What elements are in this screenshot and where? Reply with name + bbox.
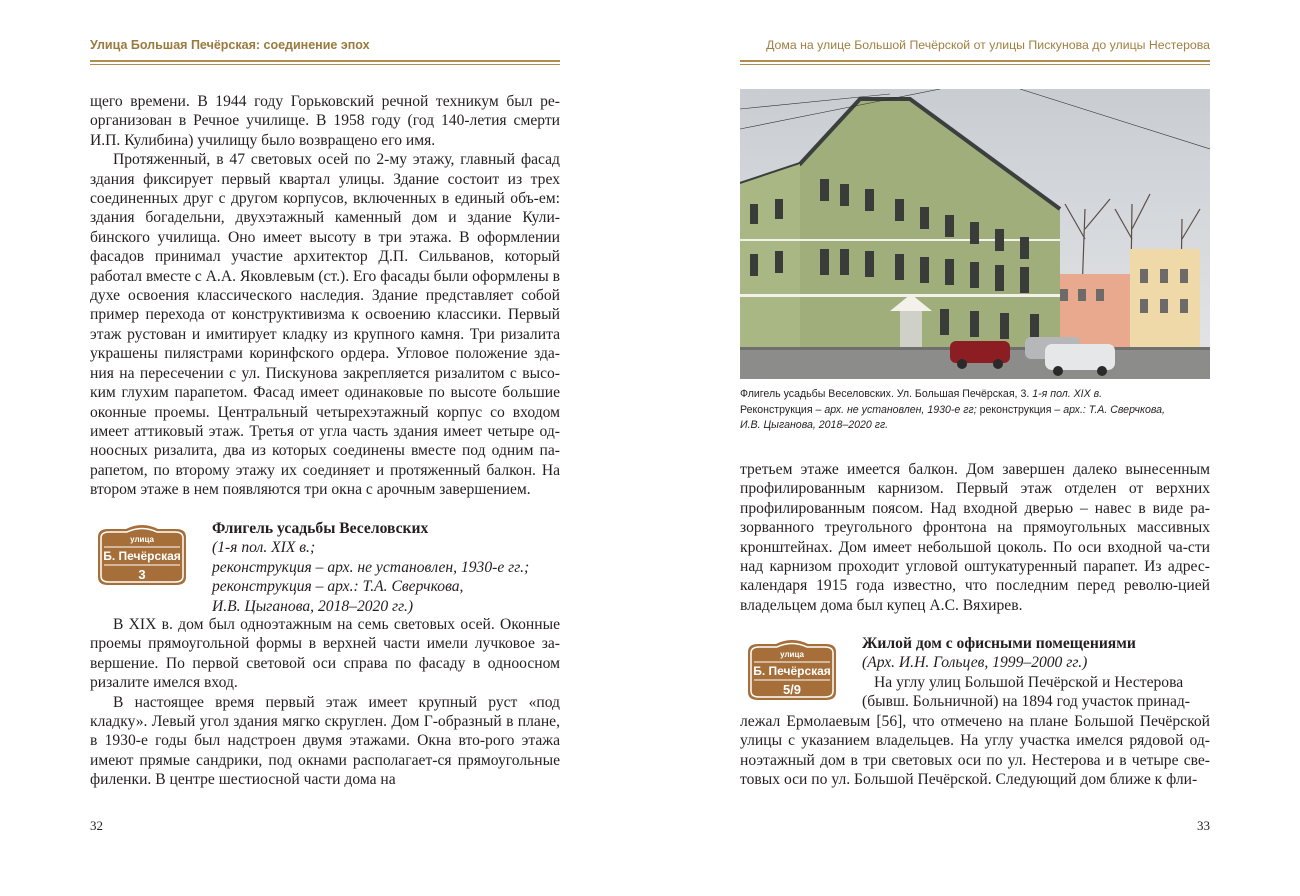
sign-bottom: 3: [138, 567, 146, 582]
caption-part: И.В. Цыганова, 2018–2020 гг.: [740, 419, 889, 431]
paragraph: В настоящее время первый этаж имеет крупный руст «под кладку». Левый угол здания мягко скруглен. Дом Г-образный в плане, в 1930-е годы был надстроен двумя этажами. Окна вто-рого этажа имеют прямые сандрики, под окнами располагает-ся прямоугольные филенки. В центре шестиосной части дома на: [90, 693, 560, 789]
entry-note: реконструкция – арх.: Т.А. Сверчкова,: [212, 578, 464, 596]
entry-note: реконструкция – арх. не установлен, 1930-е гг.;: [212, 558, 530, 576]
sign-middle: Б. Печёрская: [753, 664, 831, 678]
paragraph: лежал Ермолаевым [56], что отмечено на плане Большой Печёрской улицы с указанием владельцев. На углу участка имелся рядовой од-ноэтажный дом в три световых оси по ул. Нестерова и в четыре све-товых оси по ул. Большой Печёрской. Следующий дом ближе к фли-: [740, 713, 1210, 789]
caption-part: – арх.: Т.А. Сверчкова,: [1054, 403, 1165, 416]
running-head: Улица Большая Печёрская: соединение эпох: [90, 38, 370, 52]
entry-title: Флигель усадьбы Веселовских: [212, 520, 429, 537]
caption-part: Реконструкция: [740, 403, 813, 416]
running-head: Дома на улице Большой Печёрской от улицы Пискунова до улицы Нестерова: [766, 38, 1210, 52]
street-sign-icon: [90, 523, 194, 589]
sign-top: улица: [780, 650, 804, 659]
entry-note: (1-я пол. XIX в.;: [212, 539, 316, 557]
header-rule: [740, 60, 1210, 62]
page-number: 33: [1197, 818, 1210, 833]
caption-part: – арх. не установлен, 1930-е гг;: [815, 403, 977, 416]
body-text-bottom: [90, 615, 560, 790]
paragraph: В XIX в. дом был одноэтажным на семь световых осей. Оконные проемы прямоугольной формы в верхней части имели лучковое за-вершение. По первой световой оси справа по фасаду в одноосном ризалите имелся вход.: [90, 616, 560, 692]
page-number: 32: [90, 818, 103, 833]
entry-heading: [862, 634, 1210, 712]
entry-line: (бывш. Больничной) на 1894 год участок принад-: [862, 693, 1191, 711]
caption-part: реконструкция: [979, 403, 1052, 416]
body-text-top: [740, 460, 1210, 615]
body-text-bottom: [740, 712, 1210, 790]
paragraph: третьем этаже имеется балкон. Дом завершен далеко вынесенным профилированным карнизом. Первый этаж отделен от верхних профилированным поясом. Над входной дверью – навес в виде ра-зорванного треугольного фронтона на прямоугольных массивных кронштейнах. Дом имеет небольшой цоколь. По оси входной ча-сти над карнизом проходит угловой оштукатуренный парапет. Из адрес-календаря 1915 года известно, что последним перед револю-цией владельцем дома был купец А.С. Вяхирев.: [740, 461, 1210, 614]
entry-line: На углу улиц Большой Печёрской и Нестерова: [874, 673, 1184, 691]
header-rule: [90, 60, 560, 62]
caption-part: 1-я пол. XIX в.: [1032, 388, 1103, 400]
sign-middle: Б. Печёрская: [103, 549, 181, 563]
body-text-top: [90, 92, 560, 500]
entry-note: (Арх. И.Н. Гольцев, 1999–2000 гг.): [862, 654, 1088, 672]
entry-note: И.В. Цыганова, 2018–2020 гг.): [212, 597, 414, 615]
caption-part: Флигель усадьбы Веселовских. Ул. Большая Печёрская, 3.: [740, 388, 1030, 400]
entry-heading: [212, 519, 560, 616]
sign-bottom: 5/9: [782, 682, 802, 697]
photo-caption: [740, 387, 1210, 434]
street-sign-icon: [740, 638, 844, 704]
building-photo: [740, 89, 1210, 379]
paragraph: щего времени. В 1944 году Горьковский речной техникум был ре-организован в Речное училище. В 1958 году (год 140-летия смерти И.П. Кулибина) училищу было возвращено его имя.: [90, 93, 560, 149]
entry-title: Жилой дом с офисными помещениями: [862, 635, 1136, 652]
sign-top: улица: [130, 535, 154, 544]
paragraph: Протяженный, в 47 световых осей по 2-му этажу, главный фасад здания фиксирует первый квартал улицы. Здание состоит из трех соединенных друг с другом корпусов, включенных в единый объ-ем: здания богадельни, двухэтажный каменный дом и здание Кули-бинского училища. Оно имеет высоту в три этажа. В оформлении фасадов принимал участие архитектор Д.П. Сильванов, который работал вместе с А.А. Яковлевым (ст.). Его фасады были оформлены в духе освоения классического наследия. Здание представляет собой пример перехода от конструктивизма к освоению классики. Первый этаж рустован и имитирует кладку из крупного камня. Три ризалита украшены пилястрами коринфского ордера. Угловое положение зда-ния на пересечении с ул. Пискунова закрепляется ризалитом с высо-ким глухим парапетом. Фасад имеет одинаковые по высоте большие оконные проемы. Центральный четырехэтажный корпус со входом имеет аттиковый этаж. Третья от угла часть здания имеет четыре од-ноосных ризалита, два из которых соединены вместе под одним па-рапетом, по второму этажу их соединяет и протяженный балкон. На втором этаже в нем появляются три окна с арочным завершением.: [90, 151, 560, 499]
right-page: [650, 0, 1300, 896]
